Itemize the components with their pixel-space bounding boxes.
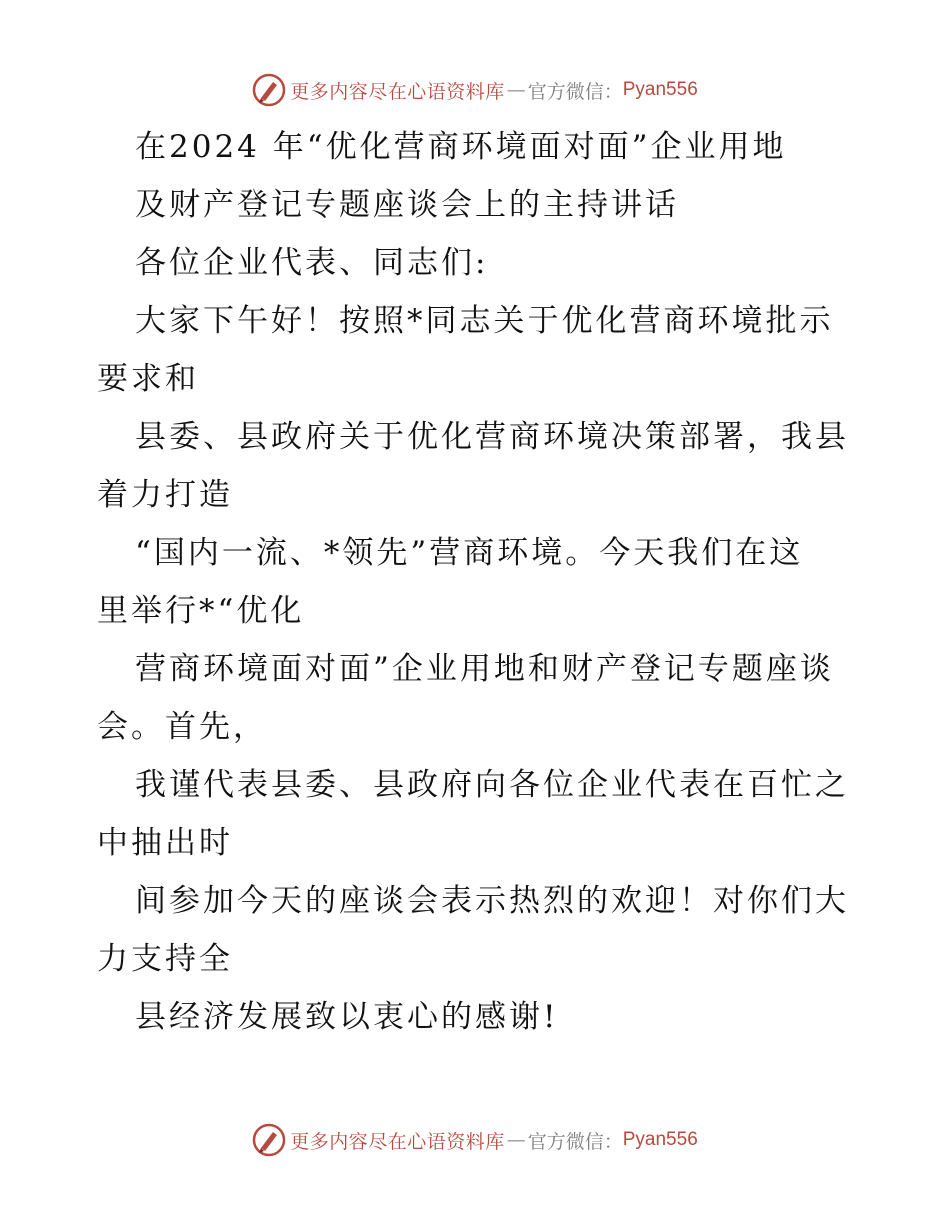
text-line: 县经济发展致以衷心的感谢! <box>135 999 559 1035</box>
pen-logo-icon <box>252 1123 286 1157</box>
text-line: 力支持全 <box>97 941 233 977</box>
watermark-separator: — <box>506 79 526 101</box>
text-line: 会。首先， <box>97 709 267 745</box>
text-line: 着力打造 <box>97 477 233 513</box>
text-line: 中抽出时 <box>97 825 233 861</box>
text-line: “国内一流、*领先”营商环境。今天我们在这 <box>135 535 804 571</box>
text-line: 要求和 <box>97 361 199 397</box>
watermark-label: 官方微信： <box>527 1130 623 1153</box>
header-watermark <box>0 70 950 110</box>
watermark-id: Pyan556 <box>622 1129 698 1150</box>
title-line-1: 在2024 年“优化营商环境面对面”企业用地 <box>135 129 787 165</box>
text-line: 间参加今天的座谈会表示热烈的欢迎！对你们大 <box>135 883 849 919</box>
salutation: 各位企业代表、同志们: <box>135 245 489 281</box>
watermark-separator: — <box>506 1129 526 1151</box>
footer-watermark <box>0 1120 950 1160</box>
watermark-text: 更多内容尽在心语资料库 <box>290 80 505 103</box>
text-line: 里举行*“优化 <box>97 593 305 629</box>
text-line: 我谨代表县委、县政府向各位企业代表在百忙之 <box>135 767 849 803</box>
text-line: 大家下午好！按照*同志关于优化营商环境批示 <box>135 303 834 339</box>
text-line: 营商环境面对面”企业用地和财产登记专题座谈 <box>135 651 834 687</box>
text-line: 县委、县政府关于优化营商环境决策部署，我县 <box>135 419 849 455</box>
pen-logo-icon <box>252 73 286 107</box>
watermark-text: 更多内容尽在心语资料库 <box>290 1130 505 1153</box>
watermark-label: 官方微信： <box>527 80 623 103</box>
watermark-id: Pyan556 <box>622 79 698 100</box>
title-line-2: 及财产登记专题座谈会上的主持讲话 <box>135 187 679 223</box>
